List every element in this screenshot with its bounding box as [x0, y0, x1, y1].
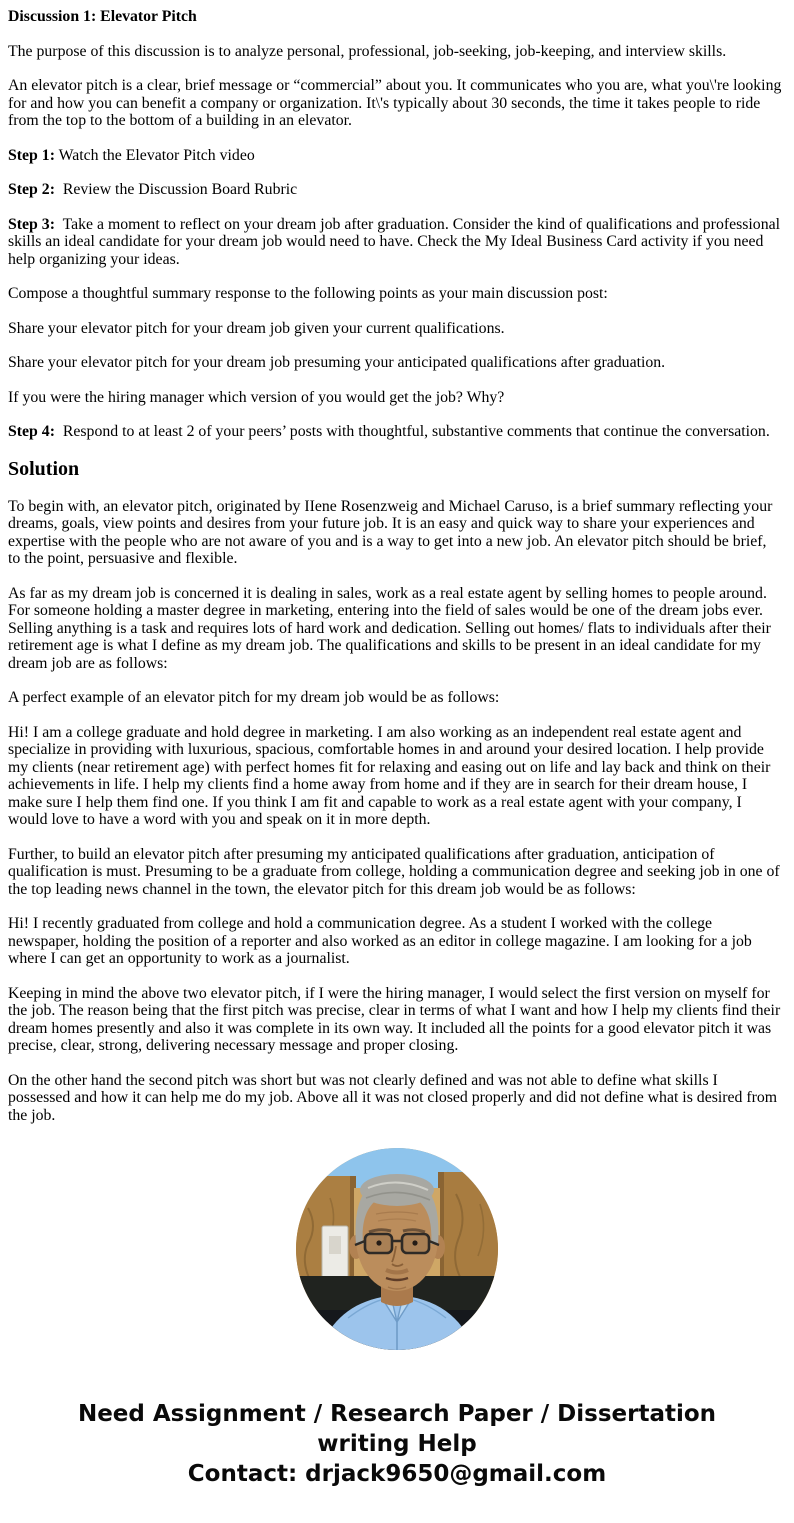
avatar-photo-man-portrait	[296, 1148, 498, 1350]
step-3-label: Step 3:	[8, 215, 55, 233]
discussion-point: If you were the hiring manager which version of you would get the job? Why?	[8, 388, 505, 406]
solution-paragraph: On the other hand the second pitch was short but was not clearly defined and was not able to define what skills I possessed and how it can help me do my job. Above all it was not closed properly and did not define what is desired from the job.	[8, 1071, 782, 1124]
step-4-line	[8, 423, 782, 441]
step-1-line	[8, 147, 782, 165]
step-1-text: Watch the Elevator Pitch video	[54, 146, 255, 164]
solution-paragraph: Hi! I am a college graduate and hold degree in marketing. I am also working as an independent real estate agent and specialize in providing with luxurious, spacious, comfortable homes in and around your desired location. I help provide my clients (near retirement age) with perfect homes fit for relaxing and easing out on life and lay back and think on their achievements in life. I help my clients find a home away from home and if they are in search for their dream house, I make sure I help them find one. If you think I am fit and capable to work as a real estate agent with your company, I would love to have a word with you and speak on it in more depth.	[8, 723, 775, 828]
footer-banner	[0, 1399, 794, 1517]
solution-paragraph: Keeping in mind the above two elevator pitch, if I were the hiring manager, I would select the first version on myself for the job. The reason being that the first pitch was precise, clear in terms of what I want and how I help my clients find their dream homes presently and also it was complete in its own way. It included all the points for a good elevator pitch it was precise, clear, strong, delivering necessary message and proper closing.	[8, 984, 785, 1054]
step-3-line	[8, 216, 782, 269]
footer-line-2: writing Help	[317, 1431, 477, 1457]
step-2-label: Step 2:	[8, 181, 55, 198]
discussion-point: Share your elevator pitch for your dream job presuming your anticipated qualifications after graduation.	[8, 354, 666, 371]
footer-line-1: Need Assignment / Research Paper / Dissertation	[77, 1401, 717, 1427]
step-2-line	[8, 181, 782, 199]
compose-paragraph: Compose a thoughtful summary response to the following points as your main discussion post:	[8, 285, 608, 302]
solution-paragraph: As far as my dream job is concerned it is dealing in sales, work as a real estate agent by selling homes to people around. For someone holding a master degree in marketing, entering into the field of sales would be one of the dream jobs ever. Selling anything is a task and requires lots of hard work and dedication. Selling out homes/ flats to individuals after their retirement age is what I define as my dream job. The qualifications and skills to be present in an ideal candidate for my dream job are as follows:	[8, 584, 775, 672]
step-1-label: Step 1:	[8, 146, 55, 164]
purpose-paragraph: The purpose of this discussion is to analyze personal, professional, job-seeking, job-keeping, and interview skills.	[8, 42, 727, 60]
definition-paragraph: An elevator pitch is a clear, brief message or “commercial” about you. It communicates who you are, what you\'re looking for and how you can benefit a company or organization. It\'s typically about 30 seconds, the time it takes people to ride from the top to the bottom of a building in an elevator.	[8, 77, 786, 129]
avatar	[296, 1148, 498, 1350]
step-4-text: Respond to at least 2 of your peers’ posts with thoughtful, substantive comments that continue the conversation.	[54, 423, 770, 440]
step-4-label: Step 4:	[8, 423, 55, 440]
solution-paragraph: Hi! I recently graduated from college and hold a communication degree. As a student I worked with the college newspaper, holding the position of a reporter and also worked as an editor in college magazine. I am looking for a job where I can get an opportunity to work as a journalist.	[8, 915, 756, 967]
solution-paragraph: Further, to build an elevator pitch after presuming my anticipated qualifications after graduation, anticipation of qualification is must. Presuming to be a graduate from college, holding a communication degree and seeking job in one of the top leading news channel in the town, the elevator pitch for this dream job would be as follows:	[8, 845, 784, 898]
discussion-point: Share your elevator pitch for your dream job given your current qualifications.	[8, 319, 505, 337]
footer-contact-email: Contact: drjack9650@gmail.com	[187, 1461, 607, 1487]
step-2-text: Review the Discussion Board Rubric	[54, 181, 298, 198]
doc-title: Discussion 1: Elevator Pitch	[8, 8, 197, 25]
solution-heading: Solution	[8, 457, 80, 480]
solution-paragraph: A perfect example of an elevator pitch for my dream job would be as follows:	[8, 689, 500, 706]
step-3-text: Take a moment to reflect on your dream job after graduation. Consider the kind of qualifications and professional skills an ideal candidate for your dream job would need to have. Check the My Ideal Business Card activity if you need help organizing your ideas.	[8, 215, 784, 268]
solution-paragraph: To begin with, an elevator pitch, originated by IIene Rosenzweig and Michael Caruso, is a brief summary reflecting your dreams, goals, view points and desires from your future job. It is an easy and quick way to share your experiences and expertise with the people who are not aware of you and is a way to get into a new job. An elevator pitch should be brief, to the point, persuasive and flexible.	[8, 497, 777, 567]
